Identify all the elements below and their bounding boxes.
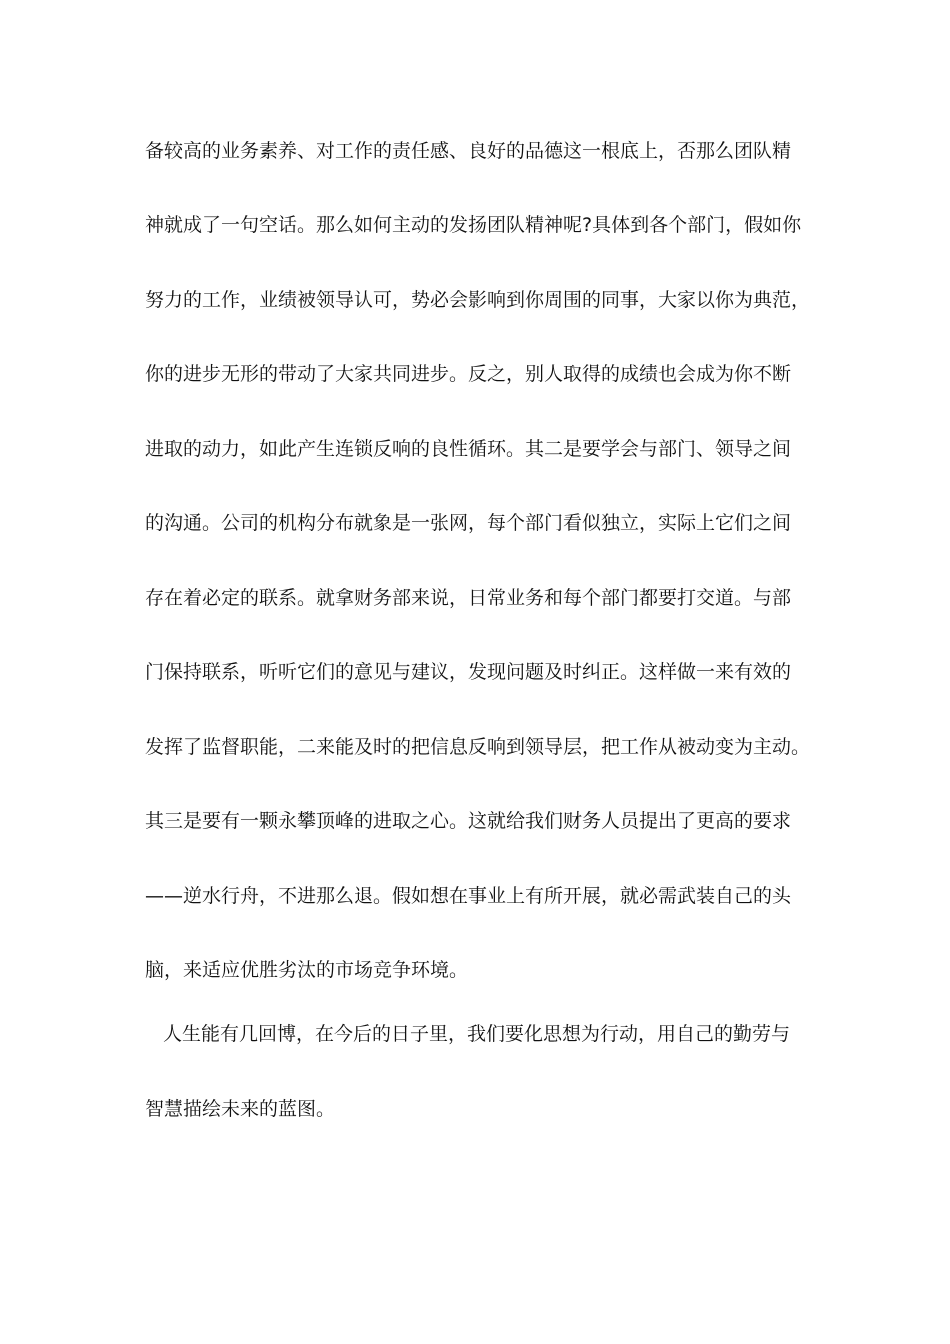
text-line: 的沟通。公司的机构分布就象是一张网，每个部门看似独立，实际上它们之间 [145, 512, 792, 534]
text-line: 你的进步无形的带动了大家共同进步。反之，别人取得的成绩也会成为你不断 [145, 363, 792, 385]
paragraph-first-line: 人生能有几回博，在今后的日子里，我们要化思想为行动，用自己的勤劳与 [163, 1023, 791, 1045]
text-line: 脑，来适应优胜劣汰的市场竞争环境。 [145, 959, 469, 981]
text-line: 其三是要有一颗永攀顶峰的进取之心。这就给我们财务人员提出了更高的要求 [145, 810, 792, 832]
text-line: 神就成了一句空话。那么如何主动的发扬团队精神呢?具体到各个部门，假如你 [145, 214, 802, 236]
text-line: 智慧描绘未来的蓝图。 [145, 1098, 336, 1120]
text-line: 发挥了监督职能，二来能及时的把信息反响到领导层，把工作从被动变为主动。 [145, 736, 811, 758]
text-line: 备较高的业务素养、对工作的责任感、良好的品德这一根底上，否那么团队精 [145, 140, 792, 162]
text-line: ——逆水行舟，不进那么退。假如想在事业上有所开展，就必需武装自己的头 [145, 885, 792, 907]
text-line: 进取的动力，如此产生连锁反响的良性循环。其二是要学会与部门、领导之间 [145, 438, 792, 460]
text-line: 努力的工作，业绩被领导认可，势必会影响到你周围的同事，大家以你为典范， [145, 289, 811, 311]
text-line: 门保持联系，听听它们的意见与建议，发现问题及时纠正。这样做一来有效的 [145, 661, 792, 683]
text-line: 存在着必定的联系。就拿财务部来说，日常业务和每个部门都要打交道。与部 [145, 587, 792, 609]
